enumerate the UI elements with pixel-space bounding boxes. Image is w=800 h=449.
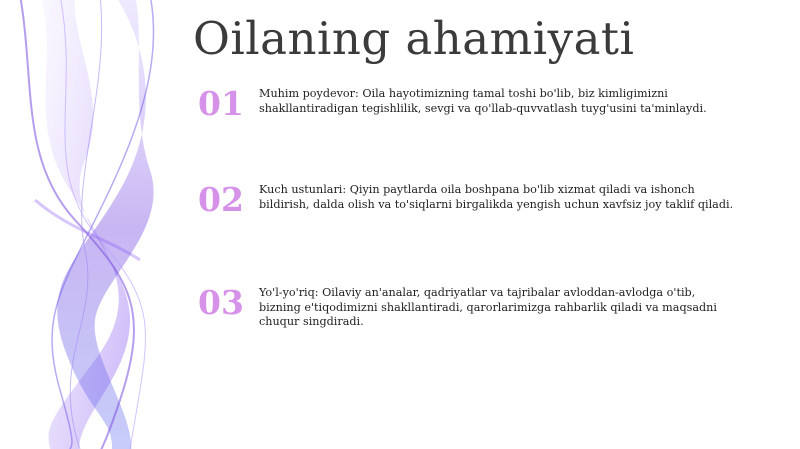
slide-title: Oilaning ahamiyati	[193, 12, 635, 65]
item-number: 02	[198, 180, 244, 219]
ribbon-decoration	[0, 0, 200, 449]
list-item	[196, 84, 756, 154]
item-text: Kuch ustunlari: Qiyin paytlarda oila boshpana bo'lib xizmat qiladi va ishonch bildirish, dalda olish va to'siqlarni birgalikda yengish uchun xavfsiz joy taklif qiladi.	[259, 183, 734, 211]
item-number: 01	[198, 84, 244, 123]
item-text: Yo'l-yo'riq: Oilaviy an'analar, qadriyatlar va tajribalar avloddan-avlodga o'tib, bizning e'tiqodimizni shakllantiradi, qarorlarimizga rahbarlik qiladi va maqsadni chuqur singdiradi.	[259, 286, 717, 328]
list-item	[196, 283, 756, 353]
list-item	[196, 180, 756, 250]
item-text: Muhim poydevor: Oila hayotimizning tamal toshi bo'lib, biz kimligimizni shakllantiradigan tegishlilik, sevgi va qo'llab-quvvatlash tuyg'usini ta'minlaydi.	[259, 87, 707, 115]
item-number: 03	[198, 283, 244, 322]
